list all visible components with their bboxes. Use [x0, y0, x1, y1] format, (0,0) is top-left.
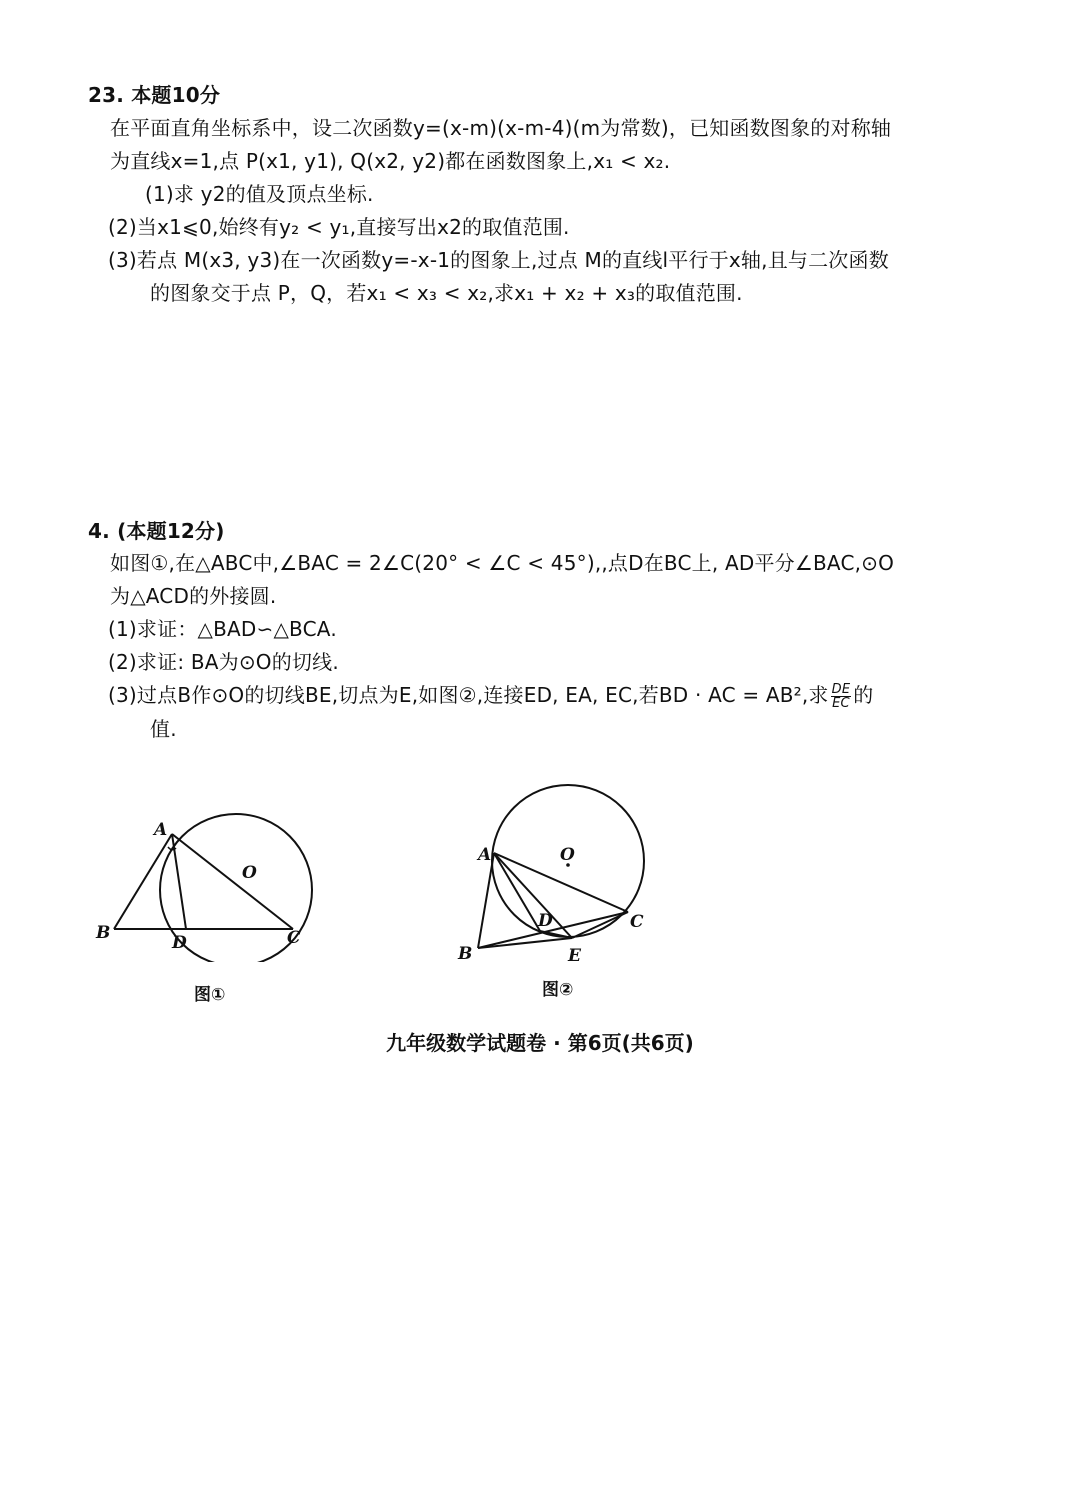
figure-1-caption: 图① [194, 985, 226, 1005]
q23-part2: (2)当x1⩽0,始终有y₂ < y₁,直接写出x2的取值范围. [108, 215, 570, 239]
segment-AD [172, 834, 186, 929]
segment-AC [172, 834, 293, 929]
fraction-denominator: EC [832, 696, 850, 711]
q24-heading: 4. (本题12分) [88, 519, 225, 543]
q24-part3-line1 [108, 682, 873, 710]
segment-AD [494, 853, 540, 931]
figure-1-diagram [90, 792, 330, 962]
q24-part2: (2)求证: BA为⊙O的切线. [108, 650, 339, 674]
label-O: O [242, 863, 257, 883]
figure-2-caption: 图② [542, 980, 574, 1000]
q23-line2: 为直线x=1,点 P(x1, y1), Q(x2, y2)都在函数图象上,x₁ < x₂. [110, 149, 671, 173]
q24-line1: 如图①,在△ABC中,∠BAC = 2∠C(20° < ∠C < 45°),,点D在BC上, AD平分∠BAC,⊙O [110, 551, 895, 575]
label-E: E [568, 946, 581, 966]
q23-part3-line2: 的图象交于点 P，Q，若x₁ < x₃ < x₂,求x₁ + x₂ + x₃的取值范围. [150, 281, 743, 305]
segment-BE [478, 938, 572, 948]
label-D: D [538, 911, 553, 931]
fraction [831, 683, 852, 710]
page-footer: 九年级数学试题卷 · 第6页(共6页) [386, 1031, 694, 1055]
label-C: C [630, 912, 644, 932]
q24-part3-suffix: 的 [853, 683, 874, 707]
label-C: C [287, 928, 301, 948]
label-A: A [154, 820, 168, 840]
segment-AE [494, 853, 572, 938]
label-B: B [96, 923, 111, 943]
q23-line1: 在平面直角坐标系中，设二次函数y=(x-m)(x-m-4)(m为常数)，已知函数图象的对称轴 [110, 116, 892, 140]
segment-AB [478, 853, 494, 948]
q24-part3-text: (3)过点B作⊙O的切线BE,切点为E,如图②,连接ED, EA, EC,若BD · AC = AB²,求 [108, 683, 829, 707]
segment-EC [572, 912, 628, 938]
q24-line2: 为△ACD的外接圆. [110, 584, 277, 608]
label-A: A [478, 845, 492, 865]
fraction-numerator: DE [831, 682, 851, 697]
q23-heading: 23. 本题10分 [88, 83, 221, 107]
q23-part1: (1)求 y2的值及顶点坐标. [145, 182, 374, 206]
q24-part1: (1)求证：△BAD∽△BCA. [108, 617, 337, 641]
q24-part3-line2: 值. [150, 717, 177, 741]
figure-2-diagram [450, 762, 670, 972]
label-D: D [172, 933, 187, 953]
q23-part3-line1: (3)若点 M(x3, y3)在一次函数y=-x-1的图象上,过点 M的直线l平行于x轴,且与二次函数 [108, 248, 889, 272]
label-B: B [458, 944, 473, 964]
label-O: O [560, 845, 575, 865]
